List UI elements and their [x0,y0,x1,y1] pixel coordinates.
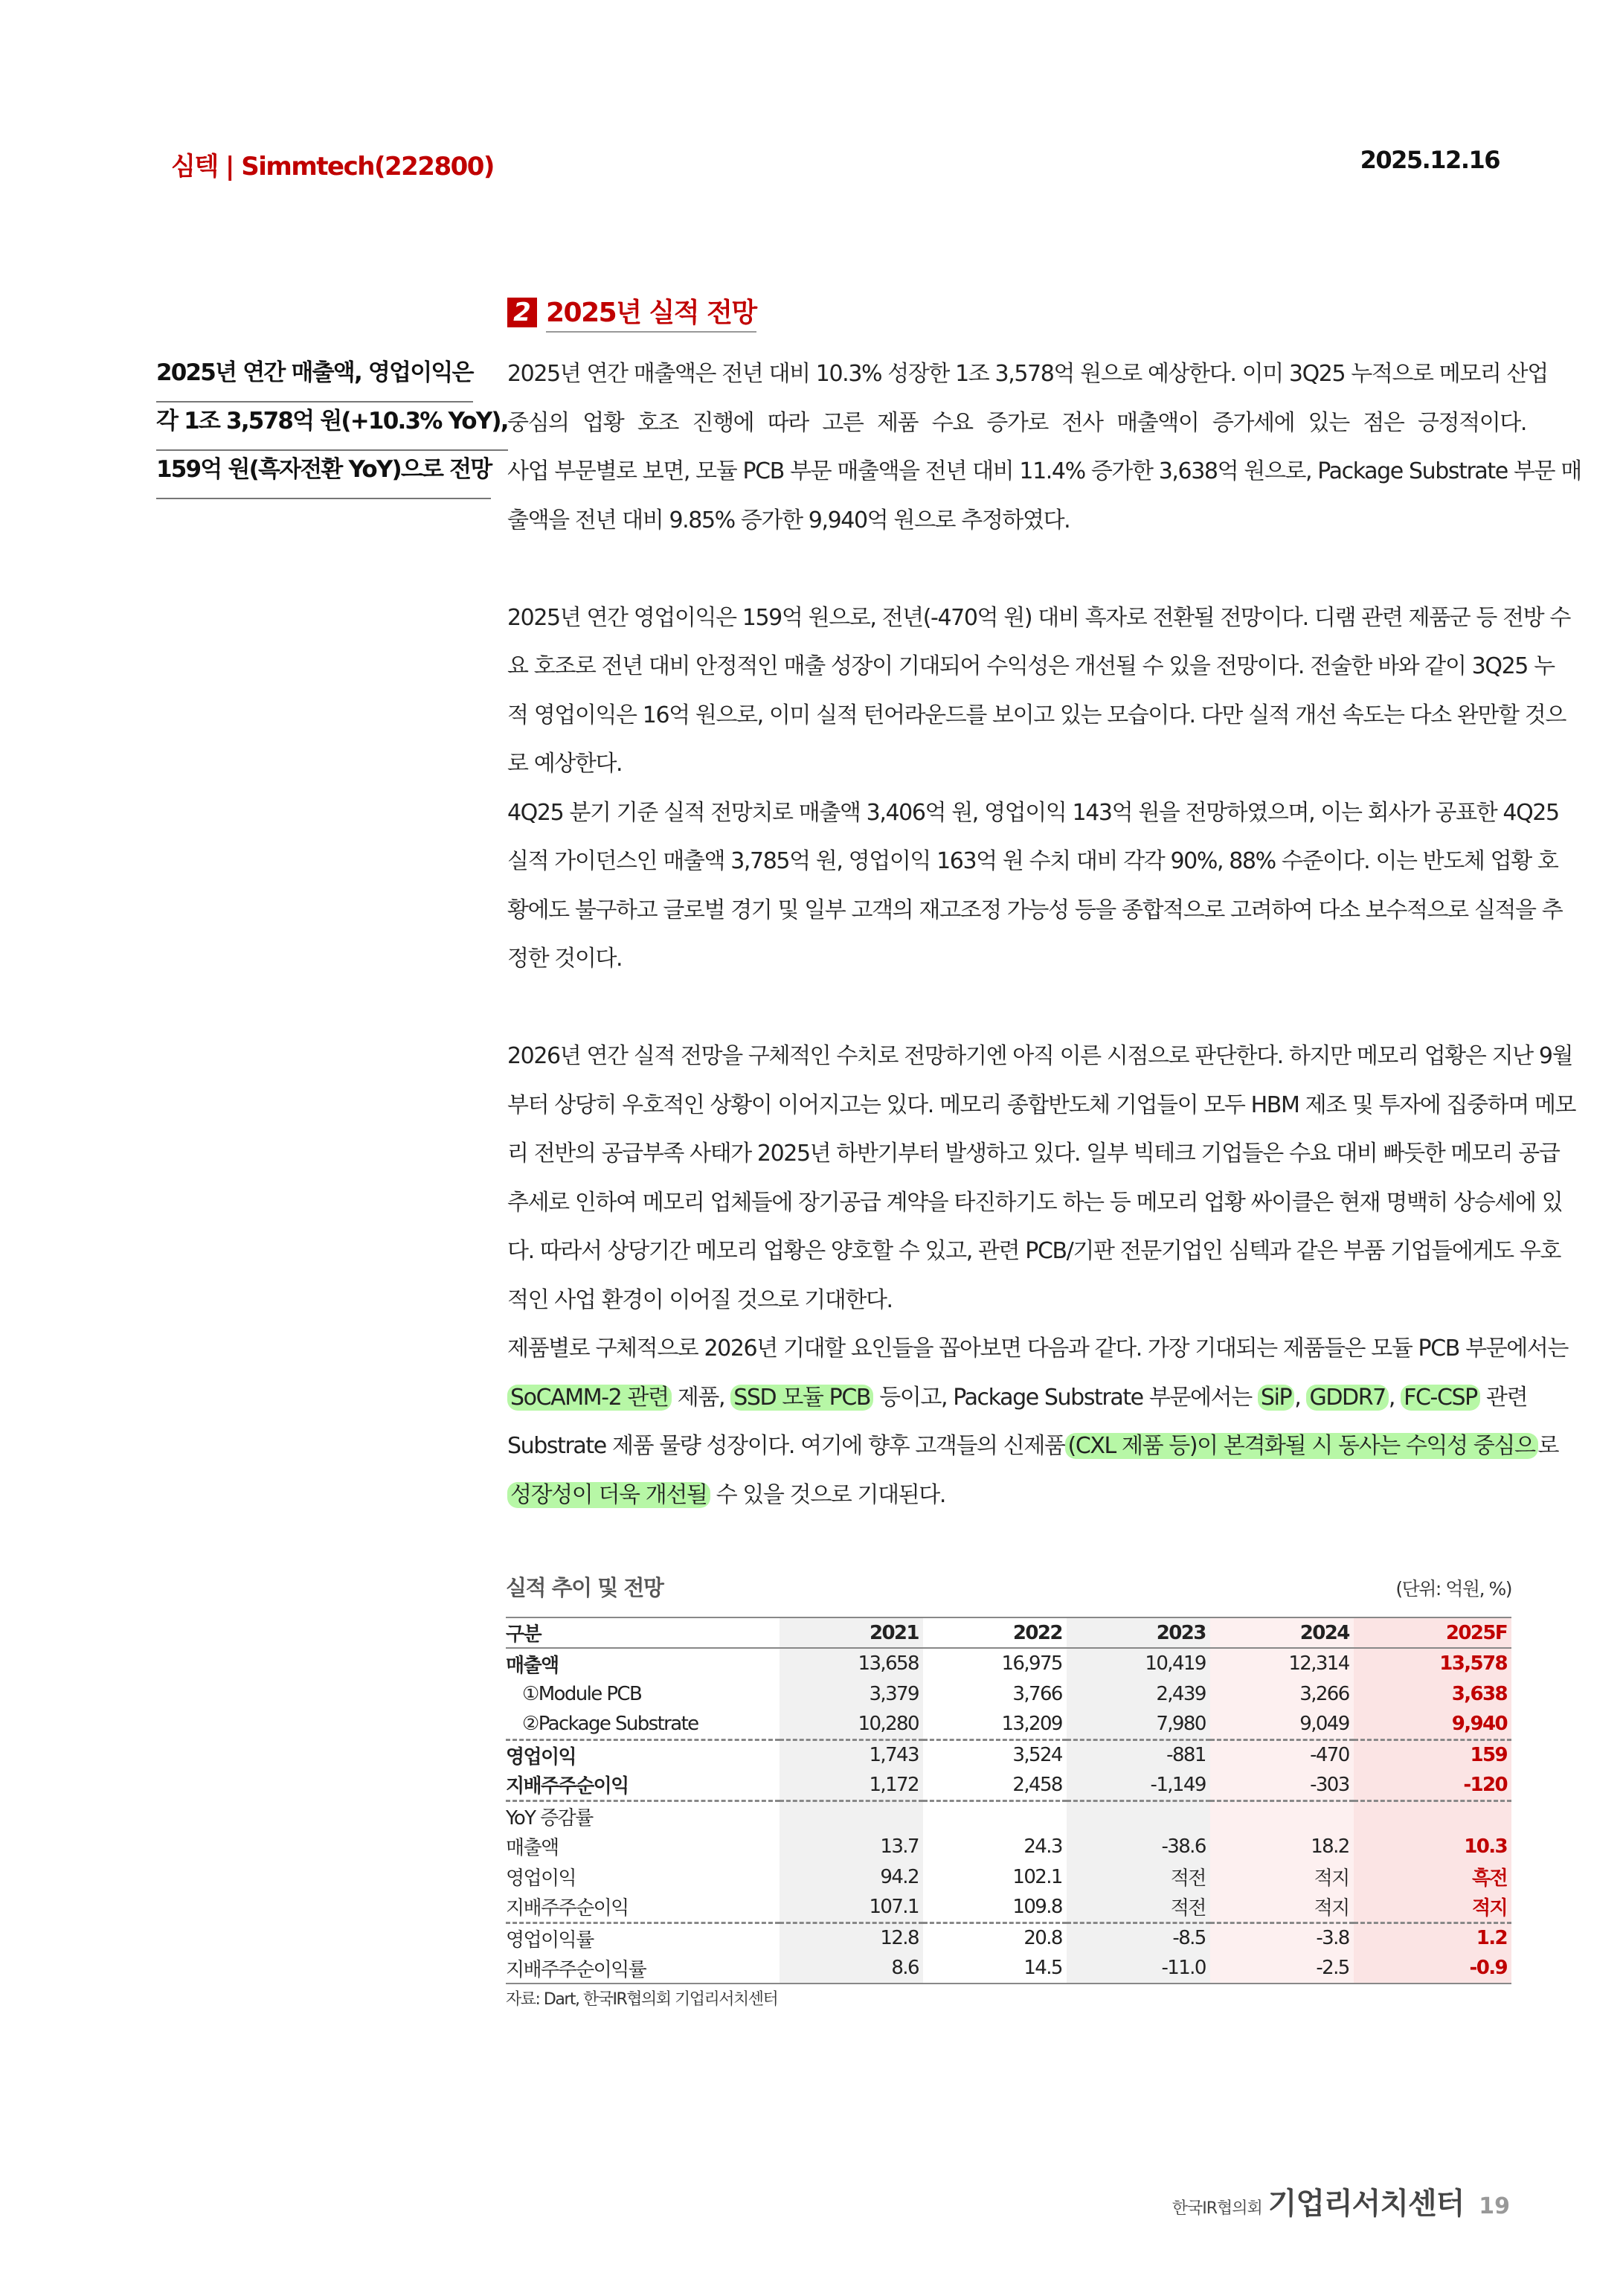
section-title: 2025년 실적 전망 [546,292,756,333]
section-number-icon: 2 [507,298,537,327]
table-cell: 107.1 [780,1892,923,1923]
text-segment: , [1388,1384,1401,1411]
column-header: 2022 [923,1617,1067,1648]
table-cell [1354,1800,1511,1831]
table-cell: 흑전 [1354,1862,1511,1892]
text-segment: , [1294,1384,1307,1411]
table-cell: 1,172 [780,1770,923,1800]
table-cell: -8.5 [1067,1923,1210,1953]
text-segment: 관련 [1479,1384,1528,1411]
column-header: 2023 [1067,1617,1210,1648]
body-line [507,453,1581,502]
paragraph-gap [507,990,1526,1039]
text-segment: 수 있을 것으로 기대된다. [710,1481,945,1508]
table-cell: 10.3 [1354,1831,1511,1862]
page-number: 19 [1479,2193,1510,2219]
row-label: 지배주주순이익 [506,1770,780,1800]
text-segment: 적인 사업 환경이 이어질 것으로 기대한다. [507,1286,893,1313]
table-cell: 8.6 [780,1953,923,1984]
summary-line: 2025년 연간 매출액, 영업이익은 [156,354,473,403]
table-cell: 14.5 [1023,1957,1062,1979]
row-label: ②Package Substrate [506,1709,780,1739]
table-cell: 102.1 [1012,1865,1062,1888]
text-segment: Substrate 제품 물량 성장이다. 여기에 향후 고객들의 신제품 [507,1433,1065,1459]
table-cell: 10,419 [1067,1648,1210,1678]
column-header: 2025F [1354,1617,1511,1648]
body-line [507,892,1563,941]
table-row [506,1800,1511,1831]
body-line [507,356,1548,405]
table-cell: 94.2 [780,1862,923,1892]
table-cell: -11.0 [1067,1953,1210,1984]
row-label: 매출액 [506,1837,559,1859]
table-cell: 13.7 [780,1831,923,1862]
table-cell: 적지 [1210,1892,1354,1923]
table-cell: -38.6 [1067,1831,1210,1862]
table-cell: 24.3 [1023,1835,1062,1858]
body-line [507,1477,1526,1526]
row-label: YoY 증감률 [506,1806,593,1830]
table-cell: -120 [1354,1770,1511,1800]
table-cell: 적전 [1067,1862,1210,1892]
text-segment: 2025년 연간 매출액은 전년 대비 10.3% 성장한 1조 3,578억 원으로 예상한다. 이미 3Q25 누적으로 메모리 산업 [507,361,1548,387]
row-label: 영업이익률 [506,1928,594,1952]
table-cell: 3,379 [780,1678,923,1709]
table-cell [923,1800,1067,1831]
table-cell: 2,439 [1067,1678,1210,1709]
table-cell: 7,980 [1067,1709,1210,1739]
summary-line: 각 1조 3,578억 원(+10.3% YoY), [156,403,508,451]
table-cell [780,1800,923,1831]
body-line [507,1330,1569,1379]
column-header: 2021 [780,1617,923,1648]
table-cell: 1.2 [1354,1923,1511,1953]
table-row [506,1923,1511,1953]
body-line [507,1428,1559,1477]
section-heading [507,292,756,333]
text-segment: 요 호조로 전년 대비 안정적인 매출 성장이 기대되어 수익성은 개선될 수 있을 전망이다. 전술한 바와 같이 3Q25 누 [507,653,1555,679]
table-cell: 9,049 [1210,1709,1354,1739]
company-title: 심텍 | Simmtech(222800) [171,152,494,182]
table-row [506,1770,1511,1800]
table-cell: 18.2 [1210,1831,1354,1862]
table-cell: 12.8 [780,1923,923,1953]
body-line [507,843,1558,892]
table-row [506,1862,1511,1892]
text-segment: 황에도 불구하고 글로벌 경기 및 일부 고객의 재고조정 가능성 등을 종합적으로 고려하여 다소 보수적으로 실적을 추 [507,897,1563,923]
sidebar-summary [156,354,508,499]
highlighted-text: GDDR7 [1306,1385,1388,1411]
column-header: 구분 [506,1617,780,1648]
text-segment: 로 [1537,1433,1559,1459]
text-segment: 2025년 연간 영업이익은 159억 원으로, 전년(-470억 원) 대비 흑자로 전환될 전망이다. 디램 관련 제품군 등 전방 수 [507,604,1570,631]
table-cell: 적지 [1354,1892,1511,1923]
table-cell: 9,940 [1354,1709,1511,1739]
text-segment: 출액을 전년 대비 9.85% 증가한 9,940억 원으로 추정하였다. [507,507,1070,533]
table-cell: 20.8 [1023,1927,1062,1950]
text-segment: 정한 것이다. [507,946,623,972]
body-line [507,502,1526,551]
table-cell: 2,458 [923,1770,1067,1800]
body-line [507,1379,1526,1428]
body-line [507,1184,1563,1234]
table-row [506,1892,1511,1923]
row-label: 지배주주순이익 [506,1892,780,1923]
table-row [506,1739,1511,1770]
footer [1172,2180,1510,2222]
body-line [507,795,1559,844]
table-cell: 13,658 [780,1648,923,1678]
body-line [507,1038,1573,1087]
highlighted-text: SSD 모듈 PCB [730,1385,873,1411]
table-cell: 12,314 [1210,1648,1354,1678]
table-cell: 13,209 [923,1709,1067,1739]
table-row [506,1678,1511,1709]
body-line [507,940,1526,990]
body-line [507,1087,1576,1136]
highlighted-text: FC-CSP [1401,1385,1480,1411]
body-line [507,1233,1561,1282]
row-label: 매출액 [506,1654,559,1677]
row-label: 지배주주순이익률 [506,1958,646,1981]
table-cell: -3.8 [1210,1923,1354,1953]
table-title: 실적 추이 및 전망 [506,1575,663,1600]
financial-table-section [506,1571,1511,1984]
table-cell: -2.5 [1210,1953,1354,1984]
text-segment: 4Q25 분기 기준 실적 전망치로 매출액 3,406억 원, 영업이익 143억 원을 전망하였으며, 이는 회사가 공표한 4Q25 [507,799,1559,826]
table-cell: 109.8 [923,1892,1067,1923]
text-segment: 추세로 인하여 메모리 업체들에 장기공급 계약을 타진하기도 하는 등 메모리 업황 싸이클은 현재 명백히 상승세에 있 [507,1189,1563,1216]
table-cell: 3,638 [1354,1678,1511,1709]
row-label: ①Module PCB [522,1682,642,1705]
text-segment: 2026년 연간 실적 전망을 구체적인 수치로 전망하기엔 아직 이른 시점으로 판단한다. 하지만 메모리 업황은 지난 9월 [507,1043,1573,1069]
text-segment: 중심의 업황 호조 진행에 따라 고른 제품 수요 증가로 전사 매출액이 증가세에 있는 점은 긍정적이다. [507,409,1526,436]
text-segment: 제품별로 구체적으로 2026년 기대할 요인들을 꼽아보면 다음과 같다. 가장 기대되는 제품들은 모듈 PCB 부문에서는 [507,1335,1569,1362]
table-cell: -0.9 [1354,1953,1511,1984]
footer-center: 기업리서치센터 [1267,2187,1465,2221]
highlighted-text: SiP [1258,1385,1294,1411]
paragraph-gap [507,551,1526,600]
body-line [507,648,1555,697]
footer-org: 한국IR협의회 [1172,2199,1262,2218]
highlighted-text: SoCAMM-2 관련 [507,1385,672,1411]
table-cell: -881 [1067,1739,1210,1770]
highlighted-text: 성장성이 더욱 개선될 [507,1482,710,1508]
body-line [507,697,1566,746]
table-cell: 13,578 [1354,1648,1511,1678]
table-cell: 159 [1354,1739,1511,1770]
table-cell: 16,975 [1001,1652,1062,1675]
table-cell: -470 [1210,1739,1354,1770]
body-line [507,405,1526,454]
text-segment: 리 전반의 공급부족 사태가 2025년 하반기부터 발생하고 있다. 일부 빅테크 기업들은 수요 대비 빠듯한 메모리 공급 [507,1141,1560,1167]
financial-table [506,1617,1511,1984]
column-header: 2024 [1210,1617,1354,1648]
table-row [506,1831,1511,1862]
table-header-row [506,1617,1511,1648]
text-segment: 사업 부문별로 보면, 모듈 PCB 부문 매출액을 전년 대비 11.4% 증가한 3,638억 원으로, Package Substrate 부문 매 [507,458,1581,484]
body-line [507,600,1570,649]
highlighted-text: (CXL 제품 등)이 본격화될 시 동사는 수익성 중심으 [1065,1433,1538,1459]
table-cell: -303 [1210,1770,1354,1800]
row-label: 영업이익 [506,1867,576,1890]
table-cell [1210,1800,1354,1831]
text-segment: 실적 가이던스인 매출액 3,785억 원, 영업이익 163억 원 수치 대비 각각 90%, 88% 수준이다. 이는 반도체 업황 호 [507,848,1558,874]
table-row [506,1709,1511,1739]
table-cell: 3,266 [1210,1678,1354,1709]
body-line [507,1282,1526,1331]
text-segment: 적 영업이익은 16억 원으로, 이미 실적 턴어라운드를 보이고 있는 모습이다. 다만 실적 개선 속도는 다소 완만할 것으 [507,702,1566,728]
table-cell: 10,280 [780,1709,923,1739]
row-label: 영업이익 [506,1745,576,1769]
report-date: 2025.12.16 [1360,146,1500,174]
body-line [507,1135,1560,1184]
text-segment: 다. 따라서 상당기간 메모리 업황은 양호할 수 있고, 관련 PCB/기판 전문기업인 심텍과 같은 부품 기업들에게도 우호 [507,1238,1561,1264]
table-cell [1067,1800,1210,1831]
body-text [507,356,1581,1525]
table-cell: 1,743 [780,1739,923,1770]
table-cell: -1,149 [1067,1770,1210,1800]
table-unit: (단위: 억원, %) [1395,1578,1511,1600]
table-row [506,1953,1511,1984]
text-segment: 로 예상한다. [507,751,623,777]
table-cell: 적지 [1210,1862,1354,1892]
table-source: 자료: Dart, 한국IR협의회 기업리서치센터 [506,1990,778,2009]
body-line [507,745,1526,795]
text-segment: 제품, [671,1384,731,1411]
table-cell: 3,766 [1012,1682,1062,1705]
table-cell: 3,524 [1012,1744,1062,1767]
table-row [506,1648,1511,1678]
summary-line: 159억 원(흑자전환 YoY)으로 전망 [156,451,491,499]
text-segment: 부터 상당히 우호적인 상황이 이어지고는 있다. 메모리 종합반도체 기업들이 모두 HBM 제조 및 투자에 집중하며 메모 [507,1091,1576,1118]
text-segment: 등이고, Package Substrate 부문에서는 [873,1384,1258,1411]
table-cell: 적전 [1067,1892,1210,1923]
